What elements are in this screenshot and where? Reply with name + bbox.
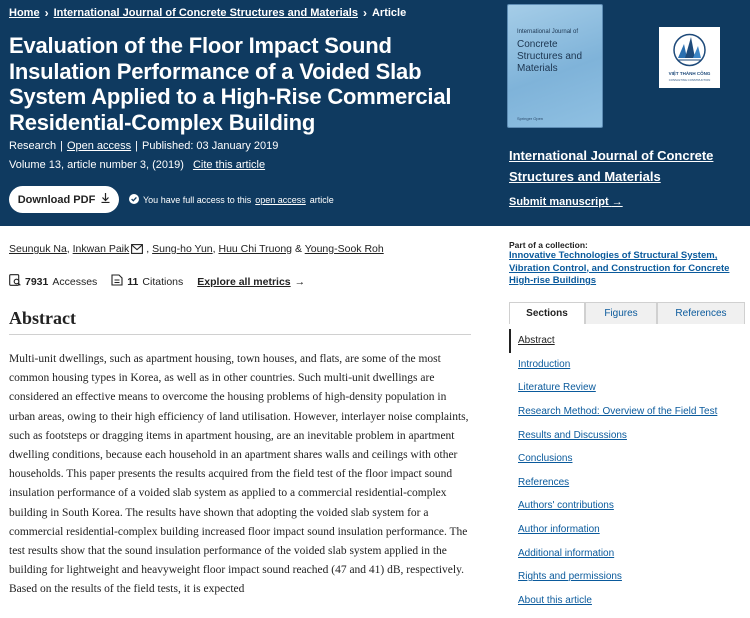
author-list: Seunguk Na, Inkwan Paik , Sung-ho Yun, Huu Chi Truong & Young-Sook Roh [9,243,384,255]
breadcrumb-current: Article [371,7,407,19]
author-link[interactable]: Inkwan Paik [72,243,130,255]
tab-references[interactable]: References [657,302,745,324]
article-meta: Research | Open access | Published: 03 January 2019 [9,140,279,152]
citations-icon [111,274,123,289]
citations-count: 11 [127,275,139,288]
access-note [129,194,334,206]
section-link-results[interactable]: Results and Discussions [518,429,627,441]
author-ampersand: & [294,243,302,255]
chevron-right-icon: › [362,6,367,20]
accesses-label: Accesses [52,275,98,288]
article-metrics [9,274,305,289]
author-link[interactable]: Sung-ho Yun [152,243,213,255]
section-link-abstract[interactable]: Abstract [509,329,745,353]
accesses-count: 7931 [25,275,49,288]
author-link[interactable]: Seunguk Na [9,243,67,255]
section-link-conclusions[interactable]: Conclusions [518,453,573,465]
article-type: Research [9,140,57,152]
section-link-introduction[interactable]: Introduction [518,358,571,370]
article-volume-row [9,159,265,171]
check-circle-icon [129,194,139,206]
download-pdf-button[interactable] [9,186,119,213]
journal-cover[interactable] [507,4,603,128]
section-link-authors-contributions[interactable]: Authors' contributions [518,500,614,512]
section-link-author-information[interactable]: Author information [518,524,600,536]
arrow-right-icon: → [611,196,623,208]
section-link-literature-review[interactable]: Literature Review [518,382,596,394]
abstract-heading: Abstract [9,308,76,328]
section-link-rights[interactable]: Rights and permissions [518,571,622,583]
sponsor-name: VIỆT THÀNH CÔNG [668,71,711,76]
open-access-inline-link[interactable]: open access [255,195,306,205]
download-icon [101,193,110,206]
article-title: Evaluation of the Floor Impact Sound Insulation Performance of a Voided Slab System Applied to a High-Rise Commercial Residential-Complex Building [9,33,452,135]
breadcrumb-home[interactable]: Home [9,7,40,19]
article-header [0,0,750,226]
sponsor-logo [659,27,720,88]
citations-label: Citations [142,275,184,288]
cover-title: Concrete Structures and Materials [517,39,583,74]
cover-small-title: International Journal of [517,29,579,35]
email-icon[interactable] [131,244,143,257]
submit-manuscript-link[interactable] [509,196,623,208]
section-list [509,329,745,612]
section-link-research-method[interactable]: Research Method: Overview of the Field Test [518,406,718,418]
access-suffix: article [309,195,334,205]
cover-footer: Springer Open [517,116,544,121]
building-logo-icon [673,32,706,68]
collection-link[interactable]: Innovative Technologies of Structural System, Vibration Control, and Construction for Concrete High-rise Buildings [509,250,730,286]
sidebar-tabs [509,302,745,324]
divider [9,334,471,335]
article-volume: Volume 13, article number 3, (2019) [9,159,184,171]
tab-figures[interactable]: Figures [585,302,657,324]
arrow-right-icon: → [294,275,306,288]
section-link-references[interactable]: References [518,476,570,488]
author-link[interactable]: Huu Chi Truong [218,243,293,255]
sponsor-subtitle: CONSULTING CONSTRUCTION [668,78,711,82]
cite-article-link[interactable]: Cite this article [192,159,266,171]
collection-label: Part of a collection: [509,240,588,250]
chevron-right-icon: › [44,6,49,20]
tab-sections[interactable]: Sections [509,302,585,324]
open-access-link[interactable]: Open access [66,140,132,152]
abstract-text: Multi-unit dwellings, such as apartment housing, town houses, and flats, are some of the most common housing types in Korea, as well as in other countries. Such multi-unit dwellings are considered an effective means to overcome the housing problems of high-density population in urban areas, owing to their high efficiency of land utilisation. However, interlayer noise complaints, such as footsteps or dragging items in apartment housing, are an inevitable problem in apartment dwelling conditions, because each household in an apartment shares walls and ceilings with other households. This paper presents the results acquired from the field test of the floor impact sound insulation performance of a voided slab system as applied to a commercial residential-complex building in South Korea. The results have shown that adopting the voided slab system for a commercial residential-complex building increased floor impact sound insulation performance. The test results show that the sound insulation performance of the voided slab system applied in the building for lightweight and heavyweight floor impact sound reached (47 and 41) dB, respectively. Based on the results of the field tests, it is expected [9,353,469,596]
submit-manuscript-label: Submit manuscript [509,196,609,208]
published-date: Published: 03 January 2019 [142,140,279,152]
breadcrumb-journal[interactable]: International Journal of Concrete Structures and Materials [53,7,358,19]
breadcrumb [9,6,406,20]
download-pdf-label: Download PDF [17,193,96,206]
section-link-additional-information[interactable]: Additional information [518,547,615,559]
author-link[interactable]: Young-Sook Roh [304,243,384,255]
access-prefix: You have full access to this [143,195,252,205]
section-link-about[interactable]: About this article [518,594,592,606]
explore-metrics-link[interactable]: Explore all metrics [197,275,291,288]
journal-name-link[interactable]: International Journal of Concrete Structures and Materials [509,148,714,184]
accesses-icon [9,274,21,289]
